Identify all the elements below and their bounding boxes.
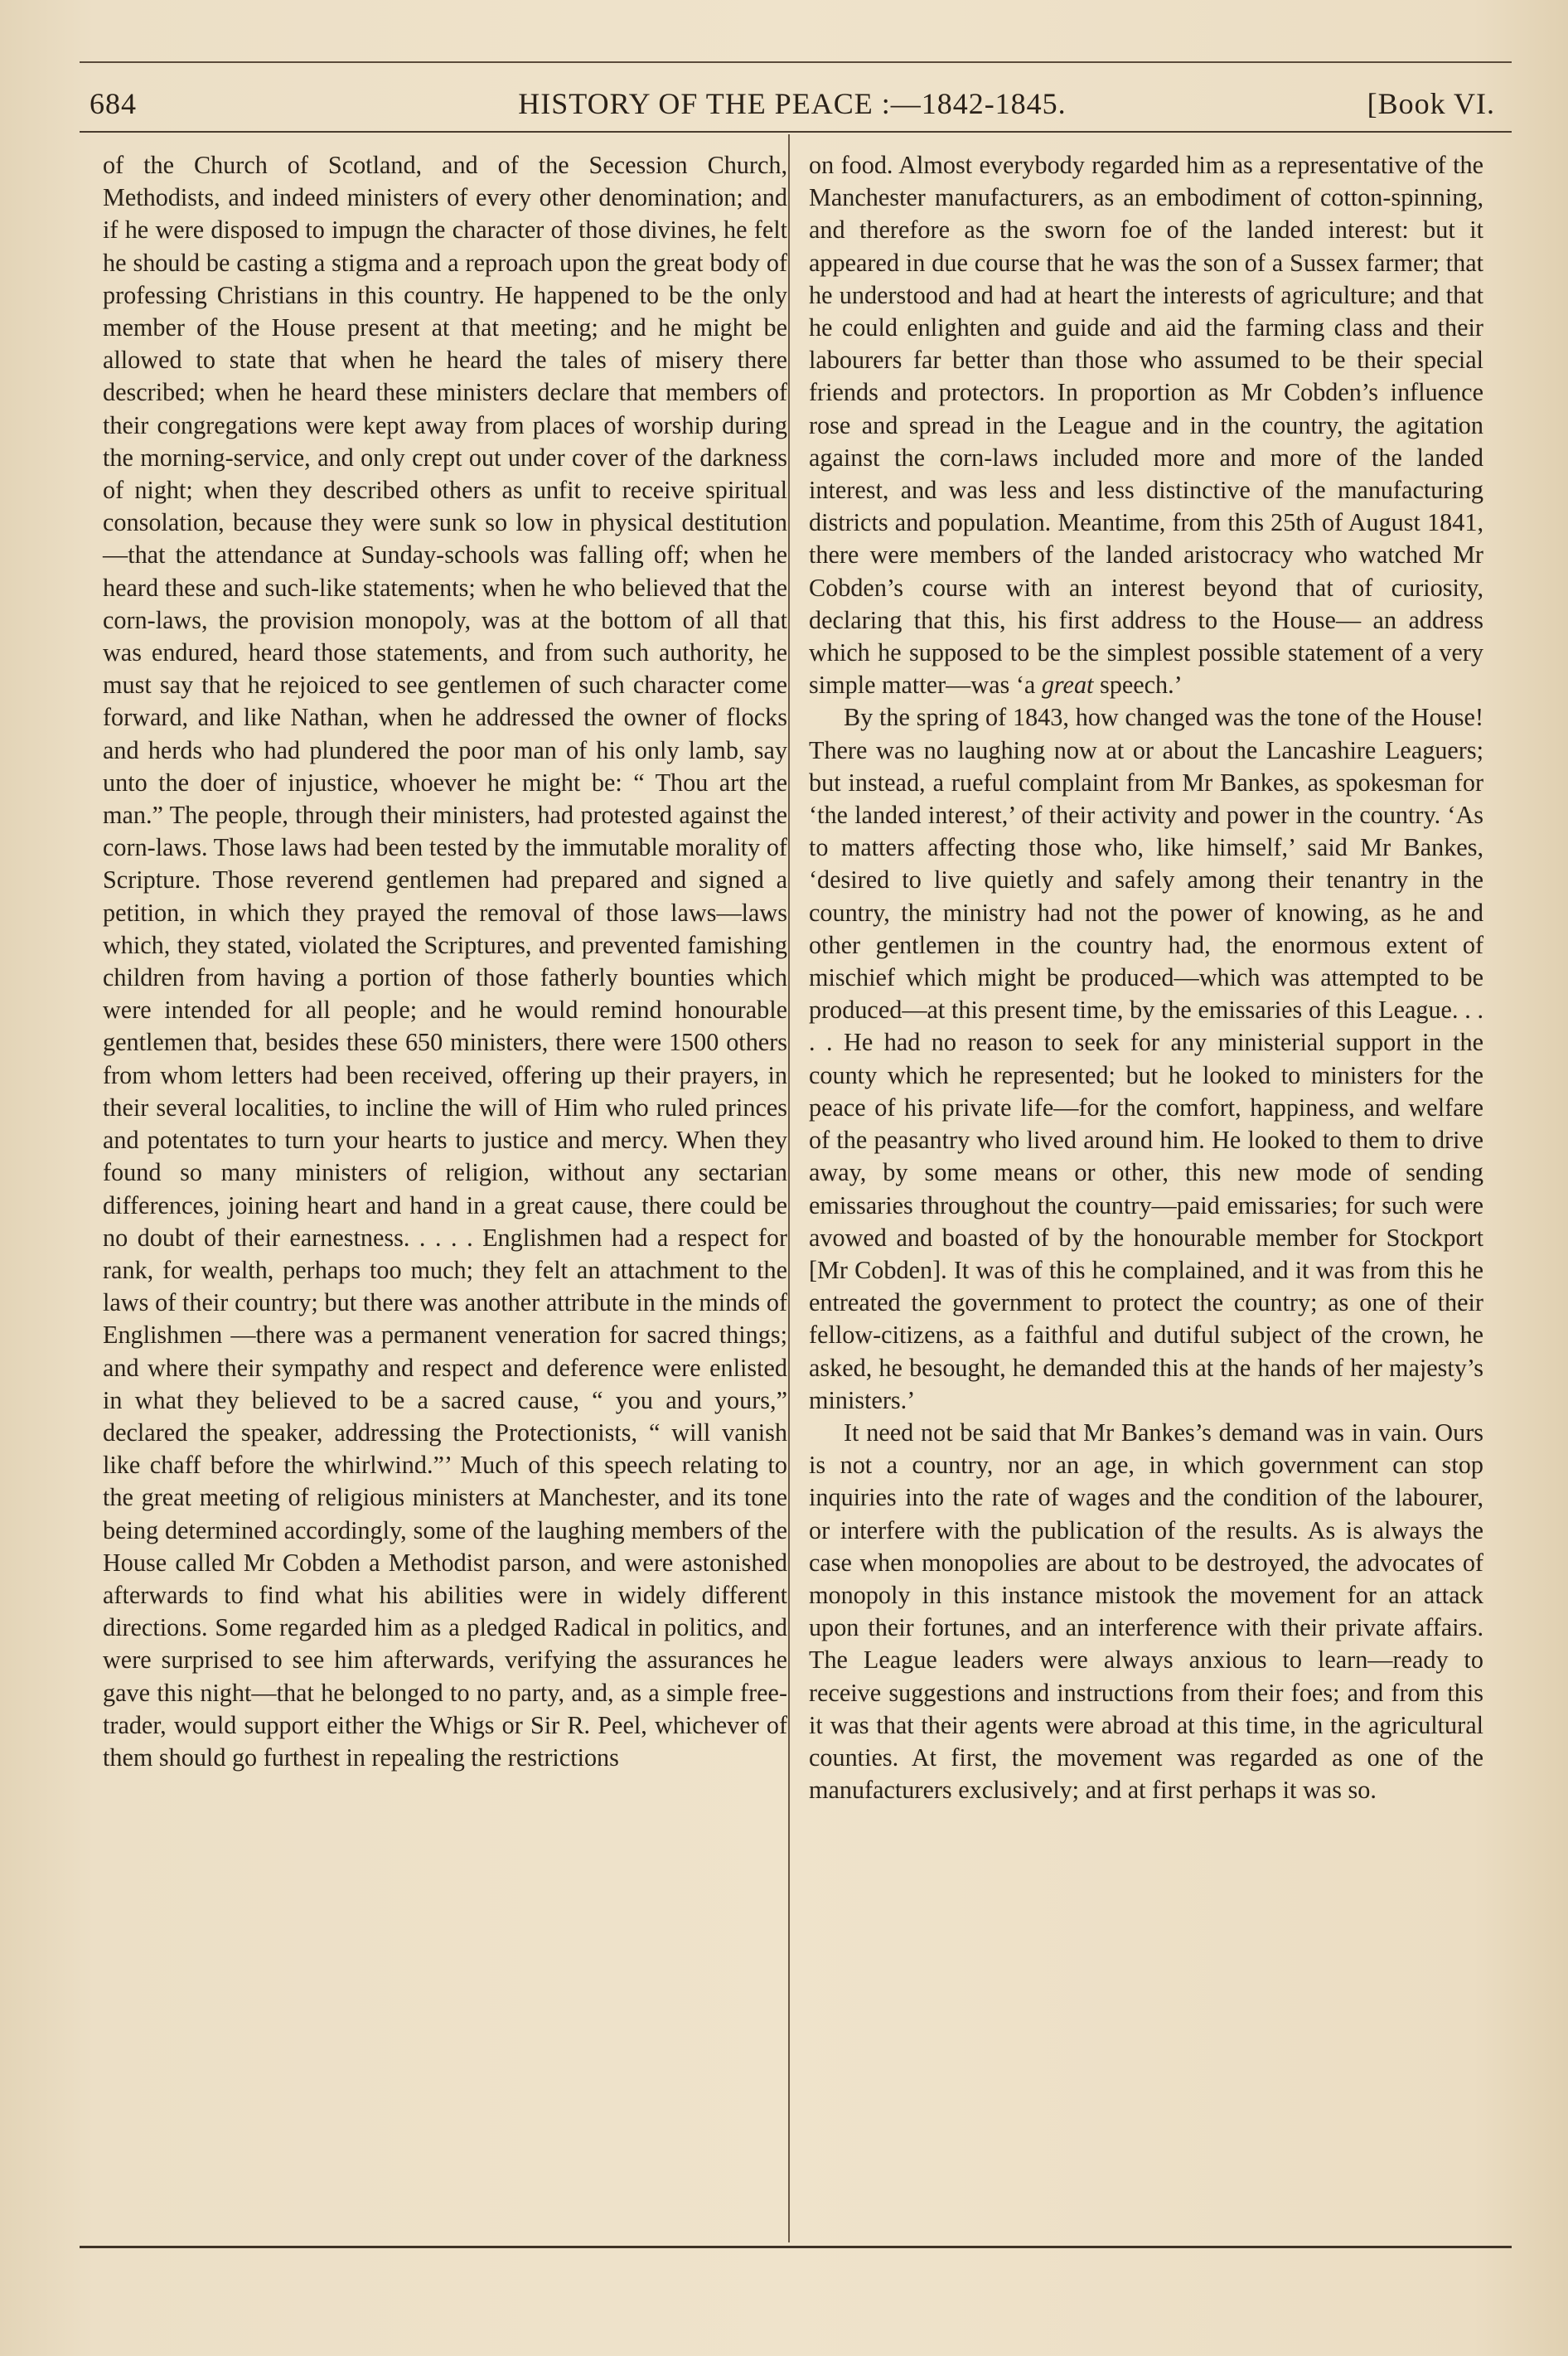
right-paragraph-1 [809, 149, 1483, 701]
book-label: [Book VI. [1367, 87, 1495, 120]
left-paragraph-1: of the Church of Scotland, and of the Secession Church, Methodists, and indeed ministers of every other denomination; and if he were disposed to impugn the character of those divines, he felt he should be casting a stigma and a reproach upon the great body of professing Christians in this country. He happened to be the only member of the House present at that meeting; and he might be allowed to state that when he heard the tales of misery there described; when he heard these ministers declare that members of their congregations were kept away from places of worship during the morning-service, and only crept out under cover of the darkness of night; when they described others as unfit to receive spiritual consolation, because they were sunk so low in physical destitution—that the attendance at Sunday-schools was falling off; when he heard these and such-like statements; when he who believed that the corn-laws, the provision monopoly, was at the bottom of all that was endured, heard those statements, and from such authority, he must say that he rejoiced to see gentlemen of such character come forward, and like Nathan, when he addressed the owner of flocks and herds who had plundered the poor man of his only lamb, say unto the doer of injustice, whoever he might be: “ Thou art the man.” The people, through their ministers, had protested against the corn-laws. Those laws had been tested by the immutable morality of Scripture. Those reverend gentlemen had prepared and signed a petition, in which they prayed the removal of those laws—laws which, they stated, violated the Scriptures, and prevented famishing children from having a portion of those fatherly bounties which were intended for all people; and he would remind honourable gentlemen that, besides these 650 ministers, there were 1500 others from whom letters had been received, offering up their prayers, in their several localities, to incline the will of Him who ruled princes and potentates to turn your hearts to justice and mercy. When they found so many ministers of religion, without any sectarian differences, joining heart and hand in a great cause, there could be no doubt of their earnestness. . . . . Englishmen had a respect for rank, for wealth, perhaps too much; they felt an attachment to the laws of their country; but there was another attribute in the minds of Englishmen —there was a permanent veneration for sacred things; and where their sympathy and respect and deference were enlisted in what they believed to be a sacred cause, “ you and yours,” declared the speaker, addressing the Protectionists, “ will vanish like chaff before the whirlwind.”’ Much of this speech relating to the great meeting of religious ministers at Manchester, and its tone being determined accordingly, some of the laughing members of the House called Mr Cobden a Methodist parson, and were astonished afterwards to find what his abilities were in widely different directions. Some regarded him as a pledged Radical in politics, and were surprised to see him afterwards, verifying the assurances he gave this night—that he belonged to no party, and, as a simple free-trader, would support either the Whigs or Sir R. Peel, whichever of them should go furthest in repealing the restrictions [103, 151, 787, 1772]
right-column [809, 149, 1483, 2238]
right-paragraph-3: It need not be said that Mr Bankes’s demand was in vain. Ours is not a country, nor an age, in which government can stop inquiries into the rate of wages and the condition of the labourer, or interfere with the publication of the results. As is always the case when monopolies are about to be destroyed, the advocates of monopoly in this instance mistook the movement for an attack upon their fortunes, and an interference with their private affairs. The League leaders were always anxious to learn—ready to receive suggestions and instructions from their foes; and from this it was that their agents were abroad at this time, in the agricultural counties. At first, the movement was regarded as one of the manufacturers exclusively; and at first perhaps it was so. [809, 1418, 1483, 1805]
right-paragraph-2: By the spring of 1843, how changed was the tone of the House! There was no laughing now at or about the Lancashire Leaguers; but instead, a rueful complaint from Mr Bankes, as spokesman for ‘the landed interest,’ of their activity and power in the country. ‘As to matters affecting those who, like himself,’ said Mr Bankes, ‘desired to live quietly and safely among their tenantry in the country, the ministry had not the power of knowing, as he and other gentlemen in the country had, the enormous extent of mischief which might be produced—which was attempted to be produced—at this present time, by the emissaries of this League. . . . . He had no reason to seek for any ministerial support in the county which he represented; but he looked to ministers for the peace of his private life—for the comfort, happiness, and welfare of the peasantry who lived around him. He looked to them to drive away, by some means or other, this new mode of sending emissaries throughout the country—paid emissaries; for such were avowed and boasted of by the honourable member for Stockport [Mr Cobden]. It was of this he complained, and it was from this he entreated the government to protect the country; as one of their fellow-citizens, as a faithful and dutiful subject of the crown, he asked, he besought, he demanded this at the hands of her majesty’s ministers.’ [809, 703, 1483, 1414]
running-title: HISTORY OF THE PEACE :—1842-1845. [518, 87, 1067, 120]
right-paragraph-1-italic: great [1041, 671, 1094, 700]
page-number: 684 [90, 87, 137, 120]
top-rule [80, 61, 1512, 63]
page-header [90, 86, 1495, 124]
header-rule [80, 131, 1512, 133]
right-paragraph-1-text-b: speech.’ [1093, 671, 1183, 700]
column-divider [788, 134, 790, 2242]
bottom-rule [80, 2246, 1512, 2248]
left-column [103, 149, 787, 2238]
right-paragraph-1-text-a: on food. Almost everybody regarded him as a representative of the Manchester manufacturers, as an embodiment of cotton-spinning, and therefore as the sworn foe of the landed interest: but it appeared in due course that he was the son of a Sussex farmer; that he understood and had at heart the interests of agriculture; and that he could enlighten and guide and aid the farming class and their labourers far better than those who assumed to be their special friends and protectors. In proportion as Mr Cobden’s influence rose and spread in the League and in the country, the agitation against the corn-laws included more and more of the landed interest, and was less and less distinctive of the manufacturing districts and population. Meantime, from this 25th of August 1841, there were members of the landed aristocracy who watched Mr Cobden’s course with an interest beyond that of curiosity, declaring that this, his first address to the House— an address which he supposed to be the simplest possible statement of a very simple matter—was ‘a [809, 151, 1483, 700]
